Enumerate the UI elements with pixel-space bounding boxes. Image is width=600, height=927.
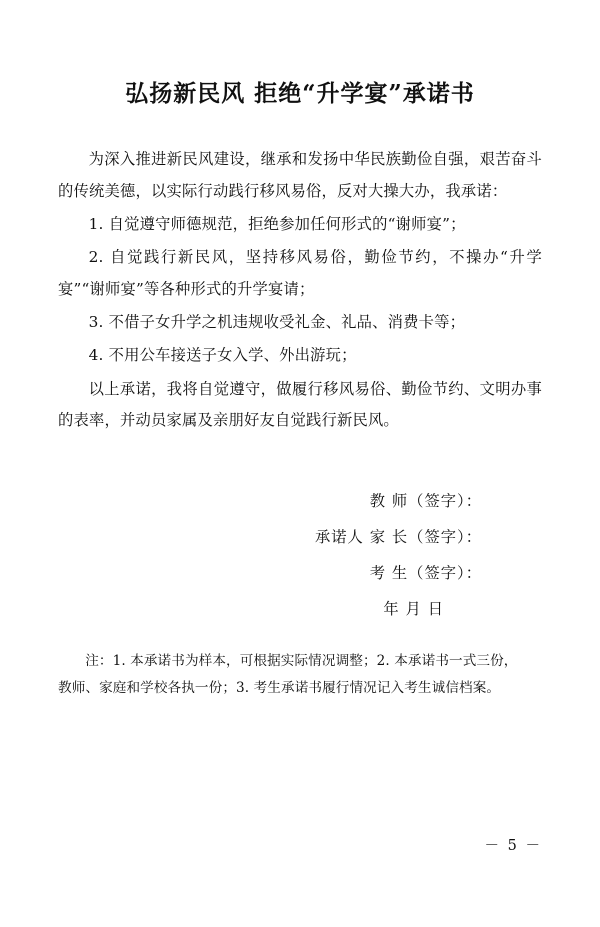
document-page <box>0 78 600 927</box>
signature-line-student: 考 生（签字）： <box>369 564 482 583</box>
page-title: 弘扬新民风 拒绝“升学宴”承诺书 <box>125 80 475 107</box>
signature-line-teacher: 教 师（签字）： <box>369 492 482 511</box>
footnote-line-1: 注：1. 本承诺书为样本，可根据实际情况调整；2. 本承诺书一式三份， <box>85 653 518 670</box>
paragraph-conclusion: 以上承诺，我将自觉遵守，做履行移风易俗、勤俭节约、文明办事的表率，并动员家属及亲朋好友自觉践行新民风。 <box>58 379 542 429</box>
paragraph-item-1: 1. 自觉遵守师德规范，拒绝参加任何形式的“谢师宴”； <box>88 214 466 233</box>
paragraph-item-4: 4. 不用公车接送子女入学、外出游玩； <box>88 346 357 365</box>
paragraph-intro: 为深入推进新民风建设，继承和发扬中华民族勤俭自强，艰苦奋斗的传统美德，以实际行动践行移风易俗，反对大操大办，我承诺： <box>58 150 542 200</box>
page-number: － 5 － <box>484 838 542 854</box>
signature-block <box>58 484 542 628</box>
paragraph-item-2: 2. 自觉践行新民风，坚持移风易俗，勤俭节约，不操办“升学宴”“谢师宴”等各种形式的升学宴请； <box>58 248 542 298</box>
footnote-line-2: 教师、家庭和学校各执一份；3. 考生承诺书履行情况记入考生诚信档案。 <box>58 680 501 697</box>
document-body <box>58 144 542 436</box>
signature-line-date: 年 月 日 <box>383 600 444 619</box>
paragraph-item-3: 3. 不借子女升学之机违规收受礼金、礼品、消费卡等； <box>88 312 466 331</box>
signature-line-parent: 承诺人 家 长（签字）： <box>314 528 482 547</box>
footnote-block <box>58 648 542 702</box>
